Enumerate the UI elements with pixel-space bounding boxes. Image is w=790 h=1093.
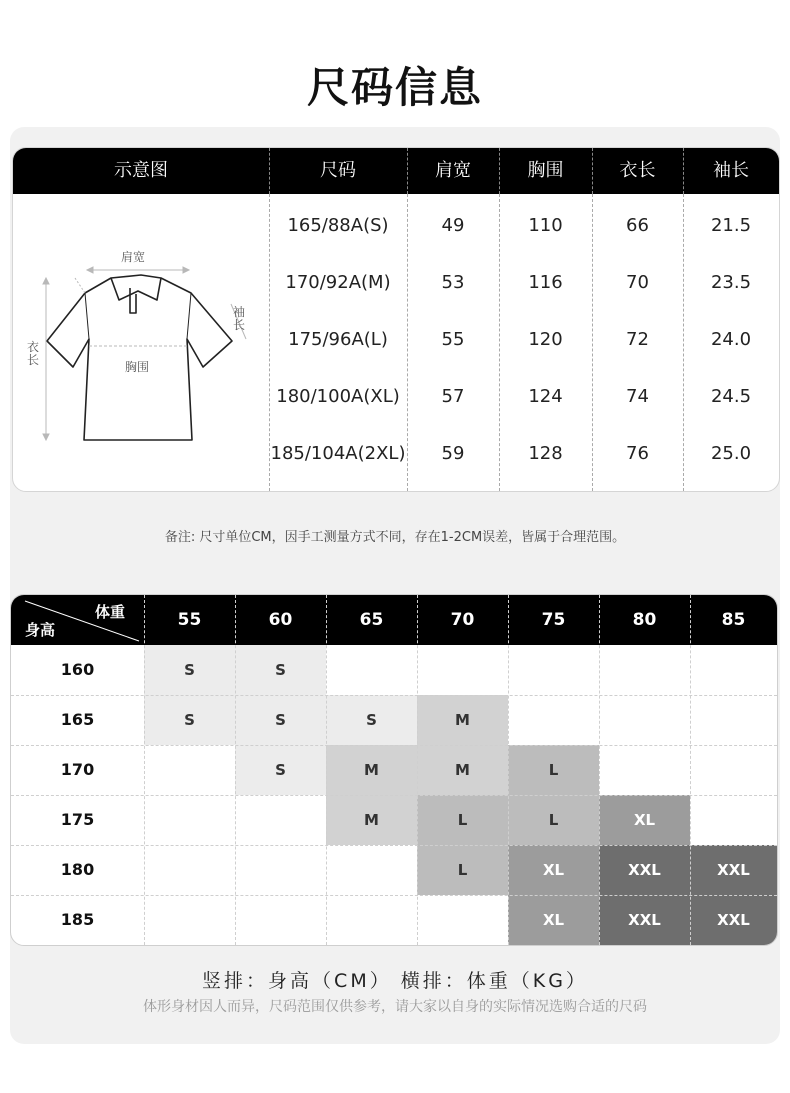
corner-weight-label: 体重	[95, 603, 126, 621]
length-cell: 70	[626, 272, 649, 293]
label-sleeve: 袖长	[233, 305, 246, 332]
size-recommendation-grid	[10, 594, 778, 946]
grid-line	[235, 595, 236, 945]
grid-line	[417, 595, 418, 945]
weight-header: 85	[721, 610, 746, 630]
header-length: 衣长	[619, 160, 656, 181]
length-cell: 66	[626, 215, 649, 236]
chest-cell: 124	[528, 386, 563, 407]
size-table	[12, 147, 780, 492]
size-cell-xxl: XXL	[690, 845, 777, 895]
divider	[407, 148, 408, 194]
disclaimer: 体形身材因人而异，尺码范围仅供参考，请大家以自身的实际情况选购合适的尺码	[143, 999, 647, 1015]
length-cell: 74	[626, 386, 649, 407]
measurement-note: 备注: 尺寸单位CM，因手工测量方式不同，存在1-2CM误差，皆属于合理范围。	[164, 530, 626, 545]
sleeve-cell: 21.5	[710, 215, 752, 236]
divider	[683, 148, 684, 194]
size-cell-l: L	[417, 795, 508, 845]
height-label: 170	[60, 760, 95, 779]
grid-line	[599, 595, 600, 945]
sleeve-cell: 24.0	[710, 329, 752, 350]
chest-cell: 120	[528, 329, 563, 350]
length-cell: 76	[626, 443, 649, 464]
corner-height-label: 身高	[25, 621, 56, 639]
shoulder-cell: 49	[441, 215, 465, 236]
height-label: 165	[60, 710, 95, 729]
weight-header: 65	[359, 610, 384, 630]
size-cell: 170/92A(M)	[285, 272, 391, 293]
size-cell-m: M	[326, 795, 417, 845]
grid-line	[11, 745, 777, 746]
size-table-header	[13, 148, 779, 194]
label-chest: 胸围	[125, 360, 150, 374]
header-chest: 胸围	[527, 160, 564, 181]
height-label: 160	[60, 660, 95, 679]
size-cell-xxl: XXL	[599, 895, 690, 945]
size-cell-xl: XL	[508, 895, 599, 945]
sleeve-cell: 25.0	[710, 443, 752, 464]
shoulder-cell: 53	[441, 272, 465, 293]
weight-header: 75	[541, 610, 566, 630]
size-cell-s: S	[235, 645, 326, 695]
size-cell: 180/100A(XL)	[276, 386, 400, 407]
weight-header: 80	[632, 610, 657, 630]
chest-cell: 110	[528, 215, 563, 236]
chest-cell: 128	[528, 443, 563, 464]
size-cell-s: S	[144, 695, 235, 745]
size-cell-m: M	[326, 745, 417, 795]
grid-line	[11, 695, 777, 696]
page-title: 尺码信息	[306, 63, 483, 112]
divider	[499, 148, 500, 194]
sleeve-cell: 24.5	[710, 386, 752, 407]
size-cell: 185/104A(2XL)	[270, 443, 406, 464]
size-cell-l: L	[508, 745, 599, 795]
height-label: 185	[60, 910, 95, 929]
shirt-diagram	[13, 194, 269, 491]
weight-header: 55	[177, 610, 202, 630]
shoulder-cell: 57	[441, 386, 465, 407]
grid-line	[11, 895, 777, 896]
chest-cell: 116	[528, 272, 563, 293]
divider	[592, 148, 593, 194]
size-cell-xl: XL	[599, 795, 690, 845]
size-cell-s: S	[144, 645, 235, 695]
length-cell: 72	[626, 329, 649, 350]
header-diagram: 示意图	[114, 160, 168, 181]
weight-header: 70	[450, 610, 475, 630]
size-cell-xxl: XXL	[599, 845, 690, 895]
size-cell-s: S	[235, 695, 326, 745]
grid-line	[11, 845, 777, 846]
label-length: 衣长	[27, 340, 40, 367]
label-shoulder: 肩宽	[121, 250, 146, 264]
grid-header	[11, 595, 777, 645]
shoulder-cell: 59	[441, 443, 465, 464]
header-sleeve: 袖长	[713, 160, 749, 181]
size-cell-s: S	[235, 745, 326, 795]
shoulder-cell: 55	[441, 329, 465, 350]
size-cell: 175/96A(L)	[288, 329, 388, 350]
size-cell-m: M	[417, 745, 508, 795]
size-cell-l: L	[508, 795, 599, 845]
header-shoulder: 肩宽	[435, 160, 471, 181]
size-cell-m: M	[417, 695, 508, 745]
size-cell-xl: XL	[508, 845, 599, 895]
weight-header: 60	[268, 610, 293, 630]
sleeve-cell: 23.5	[710, 272, 752, 293]
size-cell-xxl: XXL	[690, 895, 777, 945]
size-cell-s: S	[326, 695, 417, 745]
grid-line	[326, 595, 327, 945]
grid-line	[11, 795, 777, 796]
grid-line	[144, 595, 145, 945]
grid-line	[508, 595, 509, 945]
height-label: 175	[60, 810, 95, 829]
size-cell-l: L	[417, 845, 508, 895]
polo-shirt-icon	[13, 194, 269, 491]
header-size: 尺码	[320, 160, 356, 181]
size-cell: 165/88A(S)	[287, 215, 389, 236]
height-label: 180	[60, 860, 95, 879]
axis-legend: 竖排：身高（CM） 横排：体重（KG）	[202, 970, 588, 992]
divider	[269, 148, 270, 194]
grid-line	[690, 595, 691, 945]
